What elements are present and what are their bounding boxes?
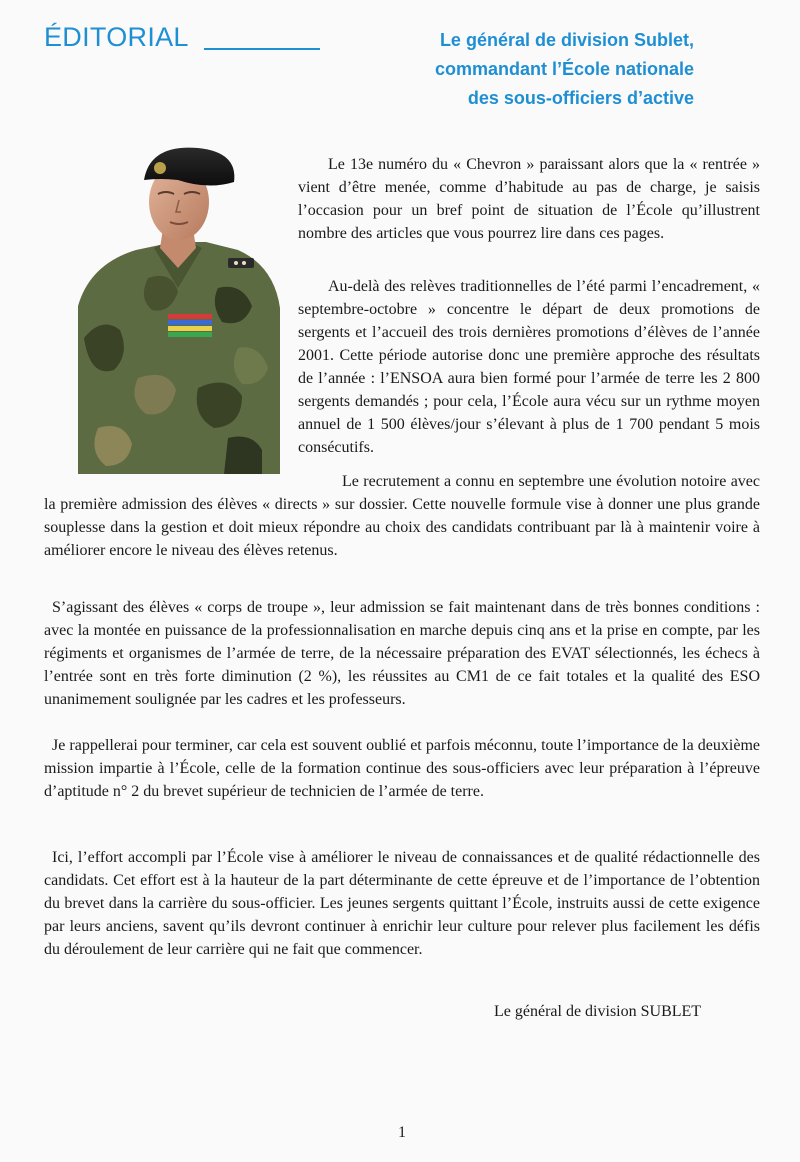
- general-portrait-photo: [78, 138, 280, 474]
- paragraph-1: Le 13e numéro du « Chevron » paraissant alors que la « rentrée » vient d’être menée, comme d’habitude au pas de charge, je saisis l’occasion pour un bref point de situation de l’École qu’illustrent nombre des articles que vous pourrez lire dans ces pages.: [298, 156, 760, 242]
- section-label: ÉDITORIAL: [44, 22, 189, 52]
- paragraph-5: Je rappellerai pour terminer, car cela est souvent oublié et parfois méconnu, toute l’importance de la deuxième mission impartie à l’École, celle de la formation continue des sous-officiers avec leur préparation à l’épreuve d’aptitude n° 2 du brevet supérieur de technicien de l’armée de terre.: [44, 737, 760, 800]
- paragraph-4: S’agissant des élèves « corps de troupe », leur admission se fait maintenant dans de très bonnes conditions : avec la montée en puissance de la professionnalisation en marche depuis cinq ans et la prise en compte, par les régiments et organismes de l’armée de terre, de la nécessaire préparation des EVAT sélectionnés, les échecs à l’entrée sont en très forte diminution (2 %), les réussites au CM1 de ce fait totales et la qualité des ESO unanimement soulignée par les cadres et les professeurs.: [44, 599, 760, 708]
- headline: [314, 26, 694, 113]
- paragraph-6: Ici, l’effort accompli par l’École vise à améliorer le niveau de connaissances et de qualité rédactionnelle des candidats. Cet effort est à la hauteur de la part déterminante de cette épreuve et de l’importance de l’obtention du brevet dans la carrière du sous-officier. Les jeunes sergents quittant l’École, instruits aussi de cette exigence par leurs anciens, savent qu’ils devront continuer à enrichir leur culture pour relever plus facilement les défis du déroulement de leur carrière qui ne fait que commencer.: [44, 849, 760, 958]
- headline-line-2: commandant l’École nationale: [434, 59, 694, 79]
- paragraph-3: Le recrutement a connu en septembre une évolution notoire avec la première admission des élèves « directs » sur dossier. Cette nouvelle formule vise à donner une plus grande souplesse dans la gestion et doit mieux répondre au choix des candidats contribuant par là à maintenir voire à améliorer encore le niveau des élèves retenus.: [44, 473, 760, 559]
- section-rule: [204, 48, 320, 50]
- signature: Le général de division SUBLET: [494, 1003, 702, 1020]
- headline-line-1: Le général de division Sublet,: [439, 30, 694, 50]
- page-number: 1: [398, 1124, 406, 1141]
- headline-line-3: des sous-officiers d’active: [467, 88, 694, 108]
- paragraph-2: Au-delà des relèves traditionnelles de l’été parmi l’encadrement, « septembre-octobre » concentre le départ de deux promotions de sergents et l’accueil des trois dernières promotions d’élèves de l’année 2001. Cette période autorise donc une première approche des résultats de l’année : l’ENSOA aura bien formé pour l’armée de terre les 2 800 sergents demandés ; pour cela, l’École aura vécu sur un rythme moyen annuel de 1 500 élèves/jour s’élevant à plus de 1 700 pendant 5 mois consécutifs.: [298, 278, 760, 456]
